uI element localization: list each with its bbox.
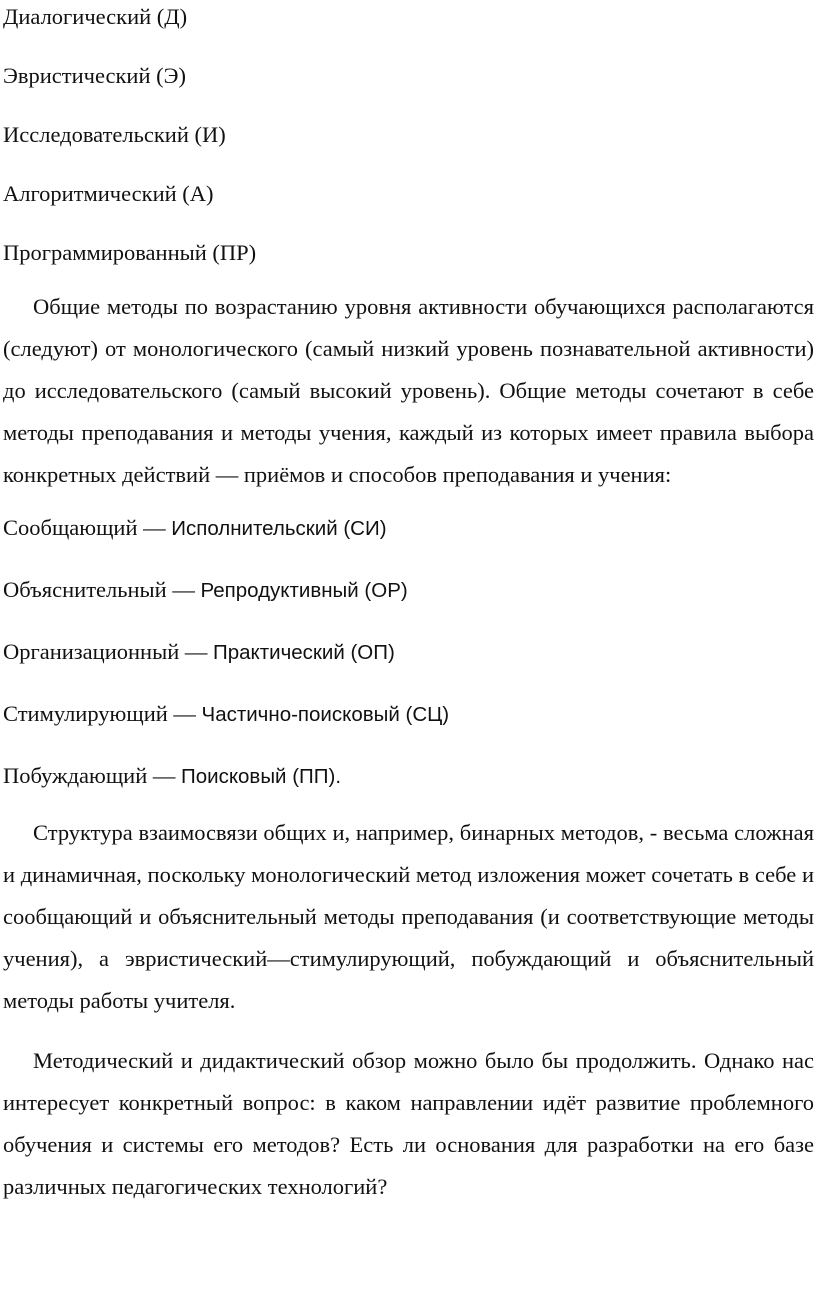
pair-left: Объяснительный — — [3, 577, 201, 602]
list-item: Алгоритмический (А) — [3, 181, 214, 206]
pair-left: Организационный — — [3, 639, 213, 664]
pair-right: Частично-поисковый (СЦ) — [201, 703, 450, 726]
paragraph: Методический и дидактический обзор можно было бы продолжить. Однако нас интересует конкретный вопрос: в каком направлении идёт развитие проблемного обучения и системы его методов? Есть ли основания для разработки на его базе различных педагогических технологий? — [3, 1048, 814, 1199]
pair-right: Исполнительский (СИ) — [171, 517, 387, 540]
pair-right: Поисковый (ПП). — [181, 765, 342, 788]
list-item — [3, 637, 814, 668]
list-item — [3, 575, 814, 606]
paragraph: Структура взаимосвязи общих и, например, бинарных методов, - весьма сложная и динамичная, поскольку монологический метод изложения может сочетать в себе и сообщающий и объяснительный методы преподавания (и соответствующие методы учения), а эвристический—стимулирующий, побуждающий и объяснительный методы работы учителя. — [3, 820, 814, 1013]
list-item — [3, 513, 814, 544]
pair-right: Практический (ОП) — [213, 641, 395, 664]
paragraph: Общие методы по возрастанию уровня активности обучающихся располагаются (следуют) от монологического (самый низкий уровень познавательной активности) до исследовательского (самый высокий уровень). Общие методы сочетают в себе методы преподавания и методы учения, каждый из которых имеет правила выбора конкретных действий — приёмов и способов преподавания и учения: — [3, 294, 814, 487]
list-item: Эвристический (Э) — [3, 63, 186, 88]
list-item — [3, 699, 814, 730]
binary-methods-list — [3, 513, 814, 792]
list-item: Программированный (ПР) — [3, 240, 257, 265]
pair-left: Сообщающий — — [3, 515, 172, 540]
pair-right: Репродуктивный (ОР) — [200, 579, 408, 602]
methods-list — [3, 0, 814, 268]
pair-left: Побуждающий — — [3, 763, 181, 788]
list-item: Диалогический (Д) — [3, 4, 188, 29]
list-item — [3, 761, 814, 792]
list-item: Исследовательский (И) — [3, 122, 226, 147]
pair-left: Стимулирующий — — [3, 701, 202, 726]
